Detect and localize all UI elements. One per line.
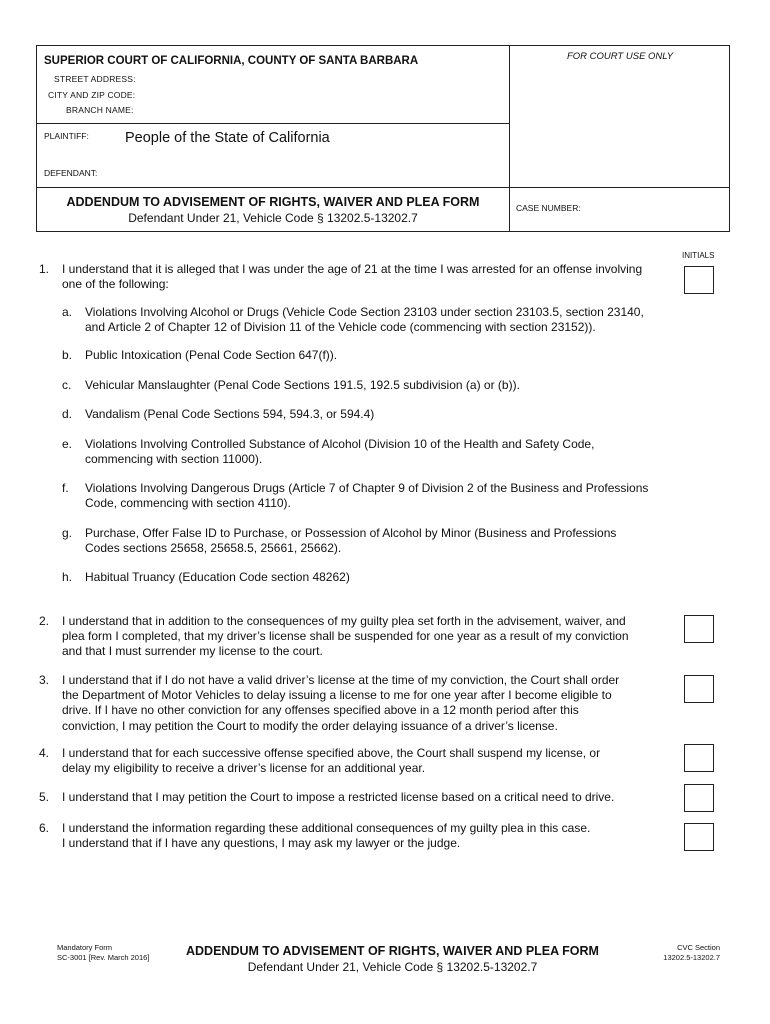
- initials-box-2[interactable]: [684, 615, 714, 643]
- item-number: 2.: [39, 614, 50, 628]
- list-item: [62, 437, 682, 469]
- form-code: SC-3001 [Rev. March 2016]: [57, 953, 150, 962]
- form-title: ADDENDUM TO ADVISEMENT OF RIGHTS, WAIVER AND PLEA FORM: [66, 195, 480, 209]
- list-item: [39, 790, 679, 806]
- initials-box-4[interactable]: [684, 744, 714, 772]
- item-number: 4.: [39, 746, 50, 760]
- initials-label: INITIALS: [682, 251, 715, 260]
- initials-box-5[interactable]: [684, 784, 714, 812]
- initials-box-3[interactable]: [684, 675, 714, 703]
- defendant-divider: [36, 187, 730, 188]
- list-item: [62, 526, 682, 558]
- item-text: I understand that for each successive offense specified above, the Court shall suspend my license, or delay my eligibility to receive a driver’s license for an additional year.: [62, 746, 601, 776]
- branch-name-label: BRANCH NAME:: [66, 105, 134, 115]
- subitem-letter: d.: [62, 407, 73, 421]
- footer-title: ADDENDUM TO ADVISEMENT OF RIGHTS, WAIVER AND PLEA FORM: [186, 944, 599, 958]
- subitem-letter: e.: [62, 437, 73, 451]
- item-text: I understand the information regarding these additional consequences of my guilty plea in this case. I understand that if I have any questions, I may ask my lawyer or the judge.: [62, 821, 591, 851]
- subitem-text: Vandalism (Penal Code Sections 594, 594.3, or 594.4): [85, 407, 375, 421]
- list-item: [39, 673, 679, 735]
- subitem-text: Public Intoxication (Penal Code Section 647(f)).: [85, 348, 338, 362]
- court-use-only-label: FOR COURT USE ONLY: [566, 51, 674, 62]
- list-item: [62, 570, 682, 586]
- footer-subtitle: Defendant Under 21, Vehicle Code § 13202.5-13202.7: [247, 960, 538, 974]
- subitem-letter: b.: [62, 348, 73, 362]
- list-item: [39, 821, 679, 853]
- plaintiff-divider: [36, 123, 510, 124]
- item-number: 1.: [39, 262, 50, 276]
- subitem-letter: h.: [62, 570, 73, 584]
- list-item: [62, 348, 682, 364]
- subitem-letter: a.: [62, 305, 73, 319]
- subitem-letter: f.: [62, 481, 69, 495]
- item-number: 6.: [39, 821, 50, 835]
- subitem-text: Violations Involving Alcohol or Drugs (Vehicle Code Section 23103 under section 23103.5, section 23140, and Article 2 of Chapter 12 of Division 11 of the Vehicle code (commencing with section 23152)).: [85, 305, 644, 335]
- item-text: I understand that if I do not have a valid driver’s license at the time of my conviction, the Court shall order the Department of Motor Vehicles to delay issuing a license to me for one year after I become eligible to drive. If I have no other conviction for any offenses specified above in a 12 month period after this conviction, I may petition the Court to modify the order delaying issuance of a driver’s license.: [62, 673, 620, 733]
- subitem-text: Vehicular Manslaughter (Penal Code Sections 191.5, 192.5 subdivision (a) or (b)).: [85, 378, 520, 392]
- subitem-text: Purchase, Offer False ID to Purchase, or Possession of Alcohol by Minor (Business and Professions Codes sections 25658, 25658.5, 25661, 25662).: [85, 526, 617, 556]
- plaintiff-label: PLAINTIFF:: [44, 131, 89, 141]
- list-item: [39, 746, 679, 778]
- cvc-section-label: CVC Section: [677, 943, 720, 952]
- cvc-section-value: 13202.5-13202.7: [663, 953, 720, 962]
- footer-cvc-section: [630, 943, 720, 963]
- mandatory-form-label: Mandatory Form: [57, 943, 113, 952]
- initials-box-6[interactable]: [684, 823, 714, 851]
- defendant-label: DEFENDANT:: [44, 168, 98, 178]
- subitem-text: Habitual Truancy (Education Code section 48262): [85, 570, 350, 584]
- list-item: [62, 481, 692, 513]
- subitem-letter: g.: [62, 526, 73, 540]
- list-item: [39, 262, 679, 294]
- item-text: I understand that it is alleged that I was under the age of 21 at the time I was arrested for an offense involving one of the following:: [62, 262, 643, 292]
- form-subtitle: Defendant Under 21, Vehicle Code § 13202.5-13202.7: [128, 211, 418, 225]
- item-number: 3.: [39, 673, 50, 687]
- subitem-text: Violations Involving Dangerous Drugs (Article 7 of Chapter 9 of Division 2 of the Business and Professions Code, commencing with section 4110).: [85, 481, 649, 511]
- list-item: [62, 378, 682, 394]
- subitem-text: Violations Involving Controlled Substance of Alcohol (Division 10 of the Health and Safety Code, commencing with section 11000).: [85, 437, 595, 467]
- case-number-label: CASE NUMBER:: [516, 203, 581, 213]
- subitem-letter: c.: [62, 378, 72, 392]
- list-item: [39, 614, 679, 661]
- initials-box-1[interactable]: [684, 266, 714, 294]
- item-text: I understand that in addition to the consequences of my guilty plea set forth in the advisement, waiver, and plea form I completed, that my driver’s license shall be suspended for one year as a result of my conviction and that I must surrender my license to the court.: [62, 614, 629, 659]
- list-item: [62, 407, 682, 423]
- item-text: I understand that I may petition the Court to impose a restricted license based on a critical need to drive.: [62, 790, 615, 804]
- list-item: [62, 305, 682, 337]
- footer-form-info: [57, 943, 149, 963]
- item-number: 5.: [39, 790, 50, 804]
- street-address-label: STREET ADDRESS:: [54, 74, 136, 84]
- city-zip-label: CITY AND ZIP CODE:: [48, 90, 136, 100]
- court-name: SUPERIOR COURT OF CALIFORNIA, COUNTY OF SANTA BARBARA: [44, 55, 419, 67]
- plaintiff-value[interactable]: People of the State of California: [125, 130, 330, 146]
